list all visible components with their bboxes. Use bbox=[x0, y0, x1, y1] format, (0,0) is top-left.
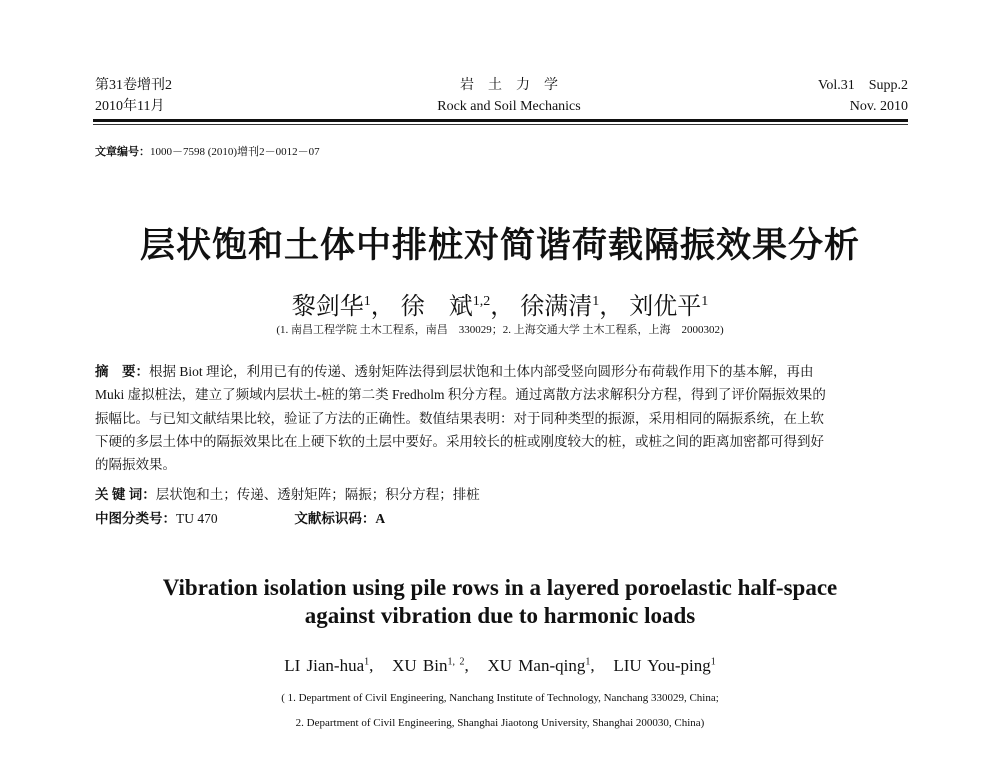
abstract bbox=[95, 360, 910, 476]
date-en: Nov. 2010 bbox=[849, 99, 908, 114]
header-rule-thin bbox=[93, 124, 908, 125]
author-sup: 1 bbox=[364, 656, 370, 668]
clc-value: TU 470 bbox=[176, 511, 218, 526]
author-sup: 1 bbox=[363, 294, 371, 309]
title-cn: 层状饱和土体中排桩对简谐荷载隔振效果分析 bbox=[139, 226, 860, 266]
author-sup: 1 bbox=[701, 294, 709, 309]
author-en: XU Bin bbox=[392, 656, 448, 675]
author-sup: 1 bbox=[710, 656, 716, 668]
author-en: XU Man-qing bbox=[487, 656, 586, 675]
header-rule bbox=[93, 119, 908, 122]
author: 刘优平 bbox=[629, 294, 702, 320]
classification bbox=[95, 507, 385, 527]
author: 黎剑华 bbox=[291, 294, 364, 320]
journal-en: Rock and Soil Mechanics bbox=[437, 99, 581, 114]
author-en: LIU You-ping bbox=[613, 656, 711, 675]
authors-cn: 黎剑华$^1$， 徐 斌$^{1,2}$， 徐满清$^1$， 刘优平$^1$ bbox=[291, 294, 709, 320]
author-en: LI Jian-hua bbox=[284, 656, 365, 675]
volume-en: Vol.31 Supp.2 bbox=[818, 78, 908, 93]
keywords-value: 层状饱和土；传递、透射矩阵；隔振；积分方程；排桩 bbox=[155, 487, 480, 502]
author-sup: 1, 2 bbox=[447, 656, 465, 668]
author-sup: 1 bbox=[592, 294, 600, 309]
keywords bbox=[95, 483, 480, 503]
date-cn: 2010年11月 bbox=[95, 99, 165, 114]
doc-code-value: A bbox=[375, 511, 386, 526]
journal-cn: 岩 土 力 学 bbox=[460, 78, 558, 93]
author-sup: 1 bbox=[585, 656, 591, 668]
doc-number bbox=[95, 143, 320, 159]
volume-cn: 第31卷增刊2 bbox=[95, 78, 172, 93]
author: 徐满清 bbox=[520, 294, 593, 320]
title-en-line: Vibration isolation using pile rows in a layered poroelastic half-space bbox=[162, 575, 838, 600]
affiliation-cn: (1. 南昌工程学院 土木工程系，南昌 330029；2. 上海交通大学 土木工程系，上海 2000302) bbox=[276, 324, 724, 336]
abstract-label: 摘 要： bbox=[95, 364, 149, 379]
doc-number-label: 文章编号： bbox=[95, 146, 150, 158]
clc-label: 中图分类号： bbox=[95, 511, 176, 526]
keywords-label: 关 键 词： bbox=[95, 487, 156, 502]
abstract-line: 振幅比。与已知文献结果比较，验证了方法的正确性。数值结果表明：对于同种类型的振源，采用相同的隔振系统，在上软 bbox=[95, 410, 824, 426]
affiliation-en-1: ( 1. Department of Civil Engineering, Nanchang Institute of Technology, Nanchang 330029, China; bbox=[281, 692, 719, 704]
title-en bbox=[0, 574, 1000, 630]
abstract-line: 下硬的多层土体中的隔振效果比在上硬下软的土层中要好。采用较长的桩或刚度较大的桩，或桩之间的距离加密都可得到好 bbox=[95, 433, 824, 449]
abstract-line: 的隔振效果。 bbox=[95, 457, 176, 473]
doc-code-label: 文献标识码： bbox=[294, 511, 376, 526]
abstract-line: 根据 Biot 理论，利用已有的传递、透射矩阵法得到层状饱和土体内部受竖向圆形分布荷载作用下的基本解，再由 bbox=[149, 364, 814, 379]
affiliation-en-2: 2. Department of Civil Engineering, Shanghai Jiaotong University, Shanghai 200030, China) bbox=[295, 717, 705, 729]
doc-number-value: 1000－7598 (2010)增刊2－0012－07 bbox=[150, 146, 320, 158]
abstract-line: Muki 虚拟桩法，建立了频域内层状土-桩的第二类 Fredholm 积分方程。通过离散方法求解积分方程，得到了评价隔振效果的 bbox=[95, 387, 826, 403]
authors-en: LI Jian-hua$^1$, XU Bin$^{1, 2}$, XU Man-qing$^1$, LIU You-ping$^1$ bbox=[284, 656, 716, 675]
title-en-line: against vibration due to harmonic loads bbox=[304, 603, 696, 628]
author: 徐 斌 bbox=[400, 294, 473, 320]
author-sup: 1,2 bbox=[472, 294, 491, 309]
